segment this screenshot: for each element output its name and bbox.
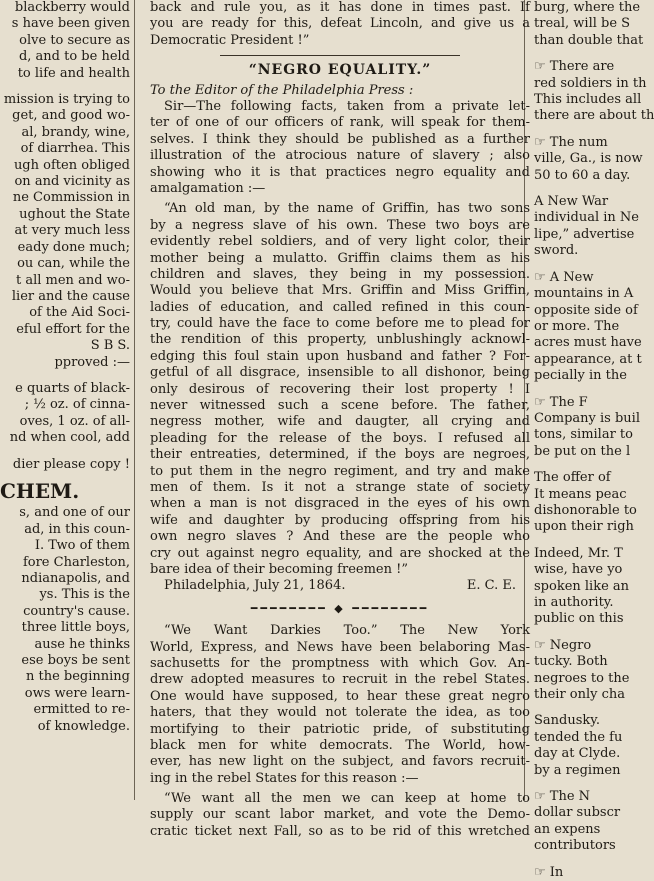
intro-line: ter of one of our officers of rank, will speak for them- <box>150 115 530 131</box>
header-rule <box>220 55 460 56</box>
right-column-line <box>534 460 644 470</box>
right-column-line: Indeed, Mr. T <box>534 545 623 561</box>
intro-line: Sir—The following facts, taken from a private let- <box>164 99 530 114</box>
right-column-line: tended the fu <box>534 729 623 745</box>
right-column-line: ville, Ga., is now <box>534 151 643 167</box>
right-column-line: burg, where the <box>534 0 641 15</box>
right-column-line: ☞ A New <box>534 269 594 285</box>
left-column-line: to life and health <box>17 65 130 81</box>
section-heading: CHEM. <box>0 478 80 503</box>
left-column-line: at very much less <box>14 223 130 239</box>
article2-line: “We Want Darkies Too.” The New York <box>164 623 530 639</box>
right-column-line <box>534 385 644 395</box>
right-column-line: opposite side of <box>534 302 638 318</box>
right-column-line: A New War <box>534 194 609 210</box>
quote-line: bare idea of their becoming freemen !” <box>150 561 408 577</box>
right-column-line <box>534 703 644 713</box>
quote-line: by a negress slave of his own. These two boys are <box>150 217 530 233</box>
article2-line: ing in the rebel States for this reason :— <box>150 770 419 786</box>
quote-line: edging this foul stain upon husband and father ? For- <box>150 348 530 364</box>
article2-line: sachusetts for the promptness with which Gov. An- <box>150 655 530 671</box>
left-column-line: oves, 1 oz. of all- <box>19 413 130 429</box>
left-column-line: olve to secure as <box>19 32 130 48</box>
right-column-line: ☞ In <box>534 864 564 880</box>
right-column-line: Sandusky. <box>534 713 601 729</box>
article2-line: One would have supposed, to hear these great negro <box>150 688 530 704</box>
intro-line: amalgamation :— <box>150 180 266 196</box>
quote-line: to put them in the negro regiment, and try and make <box>150 463 530 479</box>
right-column-line: upon their righ <box>534 519 634 535</box>
left-column-line: eady done much; <box>17 239 130 255</box>
left-column-line: eful effort for the <box>16 321 130 337</box>
initials: E. C. E. <box>466 578 516 594</box>
quote-line: children and slaves, they being in my possession. <box>150 266 530 282</box>
left-column-line: ys. This is the <box>39 587 130 603</box>
left-column-line: n the beginning <box>25 669 130 685</box>
left-column-line: of knowledge. <box>37 718 130 734</box>
left-column-line: I. Two of them <box>34 538 130 554</box>
quote-line: cry out against negro equality, and are shocked at the <box>150 545 530 561</box>
quote-line: try, could have the face to come before me to plead for <box>150 316 530 332</box>
left-column-line: ese boys be sent <box>21 653 130 669</box>
right-column-line: treal, will be S <box>534 16 631 32</box>
left-column-line: ugh often obliged <box>13 157 130 173</box>
article2-line: black men for white democrats. The World, how- <box>150 737 530 753</box>
signature-line <box>150 578 530 594</box>
left-column <box>0 0 130 800</box>
right-column-line: public on this <box>534 611 624 627</box>
right-column-line <box>534 49 644 59</box>
middle-column <box>140 0 534 839</box>
right-column-line <box>534 184 644 194</box>
quote-line: negress mother, wife and daugter, all crying and <box>150 414 530 430</box>
right-column-line: be put on the l <box>534 443 631 459</box>
quote-line: the rendition of this property, unblushingly acknowl- <box>150 332 530 348</box>
quote-line: evidently rebel soldiers, and of very light color, their <box>150 234 530 250</box>
left-column-line: ows were learn- <box>24 685 130 701</box>
right-column-line: in authority. <box>534 595 614 610</box>
place-date: Philadelphia, July 21, 1864. <box>164 578 346 594</box>
left-column-line: lier and the cause <box>11 288 130 304</box>
right-column-line: ☞ There are <box>534 59 615 75</box>
left-column-line: ermitted to re- <box>33 702 130 718</box>
right-column-line: by a regimen <box>534 762 621 778</box>
right-column-line: It means peac <box>534 486 627 502</box>
right-column-line: wise, have yo <box>534 562 623 578</box>
right-column-line: day at Clyde. <box>534 746 621 762</box>
right-column-line <box>534 855 644 865</box>
left-column-line: get, and good wo- <box>12 108 130 124</box>
left-column-line: country's cause. <box>23 603 130 619</box>
article2-line: ever, has new light on the subject, and favors recruit- <box>150 754 530 770</box>
article-line: Democratic President !” <box>150 32 310 48</box>
right-column-line: red soldiers in th <box>534 75 647 91</box>
right-column-line: tons, similar to <box>534 427 633 443</box>
left-column-line: ; ½ oz. of cinna- <box>24 397 130 413</box>
quote-line: wife and daughter by producing offspring from his <box>150 512 530 528</box>
left-column-line: al, brandy, wine, <box>21 124 130 140</box>
left-column-line: ughout the State <box>19 206 130 222</box>
right-column-line: The offer of <box>534 470 611 486</box>
left-column-line: of the Aid Soci- <box>29 305 130 321</box>
right-column-line: there are about th <box>534 108 654 124</box>
right-column-line: lipe,” advertise <box>534 226 635 242</box>
left-column-line: blackberry would <box>14 0 130 15</box>
left-column-line: S B S. <box>90 338 130 354</box>
right-column-line: individual in Ne <box>534 210 639 226</box>
right-column-line: an expens <box>534 821 601 837</box>
quote-line: when a man is not disgraced in the eyes of his own <box>150 496 530 512</box>
article2-line: drew adopted measures to recruit in the rebel States. <box>150 672 530 688</box>
article2-quote-line: supply our scant labor market, and vote the Demo- <box>150 807 530 823</box>
right-column-line: ☞ The num <box>534 134 608 150</box>
left-column-line: s, and one of our <box>19 505 130 521</box>
article2-quote-line: cratic ticket next Fall, so as to be rid of this wretched <box>150 823 530 839</box>
left-column-line: ad, in this coun- <box>24 521 130 537</box>
right-column-line: than double that <box>534 32 644 48</box>
left-column-line: ou can, while the <box>17 256 130 272</box>
right-column-line: ☞ Negro <box>534 637 592 653</box>
left-column-line <box>0 82 130 92</box>
right-column-line <box>534 628 644 638</box>
column-rule-left <box>134 0 135 800</box>
quote-line: mother being a mulatto. Griffin claims them as his <box>150 250 530 266</box>
quote-line: Would you believe that Mrs. Griffin and Miss Griffin, <box>150 283 530 299</box>
left-column-line: three little boys, <box>21 620 130 636</box>
left-column-line: dier please copy ! <box>12 456 130 472</box>
article-title: “NEGRO EQUALITY.” <box>248 62 432 79</box>
right-column-line: tucky. Both <box>534 654 608 670</box>
left-column-line: d, and to be held <box>18 49 130 65</box>
right-column-line: or more. The <box>534 318 620 334</box>
right-column-line <box>534 125 644 135</box>
quote-line: “An old man, by the name of Griffin, has two sons <box>164 201 530 217</box>
intro-line: showing who it is that practices negro equality and <box>150 164 530 180</box>
quote-line: only desirous of recovering their lost property ! I <box>150 381 530 397</box>
ornamental-rule: ━━━━━━━━ ◆ ━━━━━━━━ <box>250 601 430 615</box>
right-column-line: 50 to 60 a day. <box>534 167 631 183</box>
right-column-line: ☞ The F <box>534 394 588 410</box>
right-column-line: spoken like an <box>534 578 630 594</box>
quote-line: own negro slaves ? And these are the people who <box>150 529 530 545</box>
right-column-line: This includes all <box>534 92 642 108</box>
right-column-line: acres must have <box>534 335 642 351</box>
left-column-line: nd when cool, add <box>9 430 130 446</box>
quote-line: their entreaties, determined, if the boys are negroes, <box>150 447 530 463</box>
left-column-line <box>0 371 130 381</box>
right-column-line: ☞ The N <box>534 789 591 805</box>
left-column-line: s have been given <box>11 16 130 32</box>
right-column-line: mountains in A <box>534 286 634 302</box>
intro-line: illustration of the atrocious nature of slavery ; also <box>150 148 530 164</box>
left-column-line: ause he thinks <box>34 636 130 652</box>
article-line: back and rule you, as it has done in times past. If <box>150 0 530 15</box>
right-column-line <box>534 260 644 270</box>
right-column-line: dishonorable to <box>534 502 637 518</box>
left-column-line: ne Commission in <box>12 190 130 206</box>
article2-line: World, Express, and News have been belaboring Mas- <box>150 639 530 655</box>
left-column-line: t all men and wo- <box>15 272 130 288</box>
intro-line: selves. I think they should be published as a further <box>150 131 530 147</box>
right-column-line: negroes to the <box>534 670 630 686</box>
right-column-line <box>534 536 644 546</box>
left-column-line: of diarrhea. This <box>20 141 130 157</box>
quote-line: pleading for the release of the boys. I refused all <box>150 430 530 446</box>
quote-line: men of them. Is it not a strange state of society <box>150 480 530 495</box>
quote-line: never witnessed such a scene before. The father, <box>150 398 530 414</box>
right-column-line: their only cha <box>534 687 626 703</box>
article-line: you are ready for this, defeat Lincoln, and give us a <box>150 16 530 32</box>
quote-line: getful of all disgrace, insensible to all dishonor, being <box>150 365 530 381</box>
left-column-line <box>0 447 130 457</box>
left-column-line: on and vicinity as <box>14 174 130 190</box>
right-column <box>530 0 654 880</box>
left-column-line: ndianapolis, and <box>21 571 130 586</box>
article2-line: haters, that they would not tolerate the idea, as too <box>150 705 530 721</box>
right-column-line: pecially in the <box>534 368 627 384</box>
left-column-line: mission is trying to <box>3 92 130 108</box>
to-editor-line: To the Editor of the Philadelphia Press : <box>150 82 414 98</box>
right-column-line: contributors <box>534 838 616 854</box>
right-column-line: appearance, at t <box>534 351 642 367</box>
right-column-line: dollar subscr <box>534 805 621 821</box>
right-column-line <box>534 779 644 789</box>
article2-line: mortifying to their patriotic pride, of substituting <box>150 721 530 737</box>
left-column-line: pproved :— <box>54 354 130 370</box>
left-column-line: fore Charleston, <box>22 554 130 570</box>
left-column-line: e quarts of black- <box>15 380 130 396</box>
right-column-line: Company is buil <box>534 410 640 426</box>
quote-line: ladies of education, and called refined in this coun- <box>150 299 530 315</box>
right-column-line: sword. <box>534 243 579 259</box>
article2-quote-line: “We want all the men we can keep at home to <box>164 791 530 807</box>
